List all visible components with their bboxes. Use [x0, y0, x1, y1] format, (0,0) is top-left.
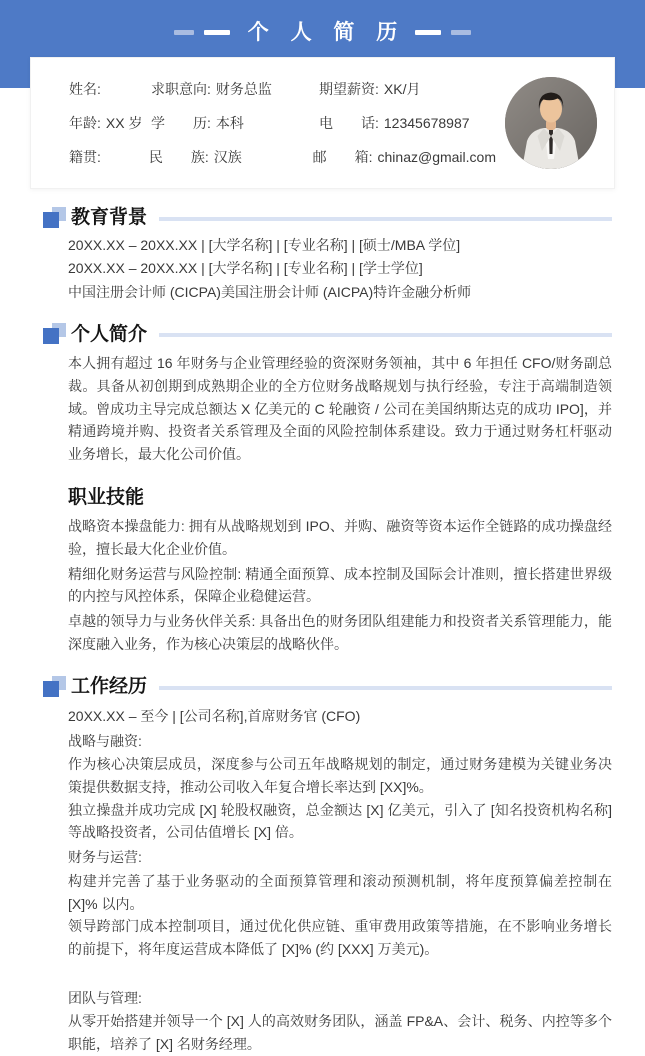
section-header	[42, 675, 612, 699]
section-title-work: 工作经历	[71, 676, 148, 698]
section-education	[42, 206, 612, 303]
work-paragraph: 独立操盘并成功完成 [X] 轮股权融资，总金额达 [X] 亿美元，引入了 [知名投资机构名称] 等战略投资者，公司估值增长 [X] 倍。	[68, 801, 612, 841]
resume-body	[0, 206, 645, 1056]
education-item: 中国注册会计师 (CICPA)美国注册会计师 (AICPA)特许金融分析师	[68, 283, 472, 300]
section-rule	[159, 333, 612, 337]
section-squares-icon	[42, 207, 66, 229]
section-header	[68, 486, 612, 510]
field-value: chinaz@gmail.com	[377, 149, 496, 165]
work-paragraph: 从零开始搭建并领导一个 [X] 人的高效财务团队，涵盖 FP&A、会计、税务、内控等多个职能，培养了 [X] 名财务经理。	[68, 1013, 612, 1052]
field-label: 籍贯:	[69, 149, 101, 165]
field-name	[69, 79, 151, 99]
square-front	[43, 212, 59, 228]
info-row	[69, 106, 496, 140]
section-squares-icon	[42, 323, 66, 345]
band-title-group	[174, 20, 472, 45]
page-title: 个 人 简 历	[247, 21, 406, 44]
square-front	[43, 681, 59, 697]
title-dash-icon	[451, 30, 471, 35]
field-email	[313, 147, 496, 167]
work-group-finance-ops	[68, 846, 612, 960]
field-label: 邮 箱:	[312, 149, 373, 165]
title-dash-icon	[174, 30, 194, 35]
field-value: 汉族	[213, 149, 242, 165]
work-paragraph: 领导跨部门成本控制项目，通过优化供应链、重审费用政策等措施，在不影响业务增长的前提下，将年度运营成本降低了 [X]% (约 [XXX] 万美元)。	[68, 918, 612, 957]
field-age	[69, 113, 151, 133]
section-rule	[159, 686, 612, 690]
field-label: 电 话:	[319, 115, 379, 131]
title-dash-icon	[415, 30, 441, 35]
intro-body	[68, 352, 612, 465]
education-item: 20XX.XX – 20XX.XX | [大学名称] | [专业名称] | [学士学位]	[68, 260, 423, 277]
field-education-level	[151, 113, 319, 133]
work-paragraph: 构建并完善了基于业务驱动的全面预算管理和滚动预测机制，将年度预算偏差控制在 [X]% 以内。	[68, 872, 612, 912]
skill-item: 卓越的领导力与业务伙伴关系: 具备出色的财务团队组建能力和投资者关系管理能力，能深度融入业务，作为核心决策层的战略伙伴。	[68, 613, 612, 652]
field-value: XK/月	[383, 81, 421, 97]
work-group-heading: 战略与融资:	[68, 732, 142, 749]
section-header	[42, 323, 612, 347]
profile-photo	[505, 77, 597, 169]
field-expected-salary	[319, 79, 496, 99]
section-intro	[42, 323, 612, 466]
info-row	[69, 72, 496, 106]
field-label: 学 历:	[151, 115, 211, 131]
section-squares-icon	[42, 676, 66, 698]
square-front	[43, 328, 59, 344]
work-paragraph: 作为核心决策层成员，深度参与公司五年战略规划的制定，通过财务建模为关键业务决策提供数据支持，推动公司收入年复合增长率达到 [XX]%。	[68, 756, 612, 796]
skill-item: 战略资本操盘能力: 拥有从战略规划到 IPO、并购、融资等资本运作全链路的成功操盘经验，擅长最大化企业价值。	[68, 518, 612, 558]
field-value: 12345678987	[383, 115, 470, 131]
title-dash-icon	[204, 30, 230, 35]
field-value: XX 岁	[105, 115, 143, 131]
work-group-heading: 团队与管理:	[68, 989, 142, 1006]
portrait-illustration	[505, 77, 597, 169]
info-row	[69, 140, 496, 174]
field-label: 民 族:	[148, 149, 209, 165]
field-label: 年龄:	[69, 115, 101, 131]
field-label: 求职意向:	[151, 81, 211, 97]
work-company-line: 20XX.XX – 至今 | [公司名称],首席财务官 (CFO)	[68, 708, 361, 725]
field-job-intention	[151, 79, 319, 99]
field-hometown	[69, 147, 149, 167]
education-list	[68, 236, 612, 303]
field-value: 财务总监	[215, 81, 272, 97]
education-item: 20XX.XX – 20XX.XX | [大学名称] | [专业名称] | [硕士/MBA 学位]	[68, 236, 461, 253]
work-group-team	[68, 987, 612, 1056]
field-label: 姓名:	[69, 81, 101, 97]
work-body	[68, 705, 612, 1056]
section-work	[42, 675, 612, 1055]
section-title-education: 教育背景	[71, 207, 148, 228]
skills-list	[68, 515, 612, 655]
section-title-skills: 职业技能	[68, 486, 145, 508]
section-skills	[42, 486, 612, 656]
field-label: 期望薪资:	[319, 81, 379, 97]
profile-card	[30, 57, 615, 189]
work-group-strategy	[68, 730, 612, 844]
section-header	[42, 206, 612, 230]
section-title-intro: 个人简介	[71, 323, 148, 345]
skill-item: 精细化财务运营与风险控制: 精通全面预算、成本控制及国际会计准则，擅长搭建世界级的内控与风控体系，保障企业稳健运营。	[68, 565, 612, 605]
field-ethnicity	[149, 147, 313, 167]
section-rule	[159, 217, 612, 221]
field-value: 本科	[215, 115, 244, 131]
intro-paragraph: 本人拥有超过 16 年财务与企业管理经验的资深财务领袖，其中 6 年担任 CFO/财务副总裁。具备从初创期到成熟期企业的全方位财务战略规划与执行经验，专注于高端制造领域。曾成功主导完成总额达 X 亿美元的 C 轮融资 / 公司在美国纳斯达克的成功 IPO]，并精通跨境并购、投资者关系管理及全面的风险控制体系建设。致力于通过财务杠杆驱动业务增长，最大化公司价值。	[68, 355, 612, 462]
field-phone	[319, 113, 496, 133]
work-group-heading: 财务与运营:	[68, 849, 142, 866]
